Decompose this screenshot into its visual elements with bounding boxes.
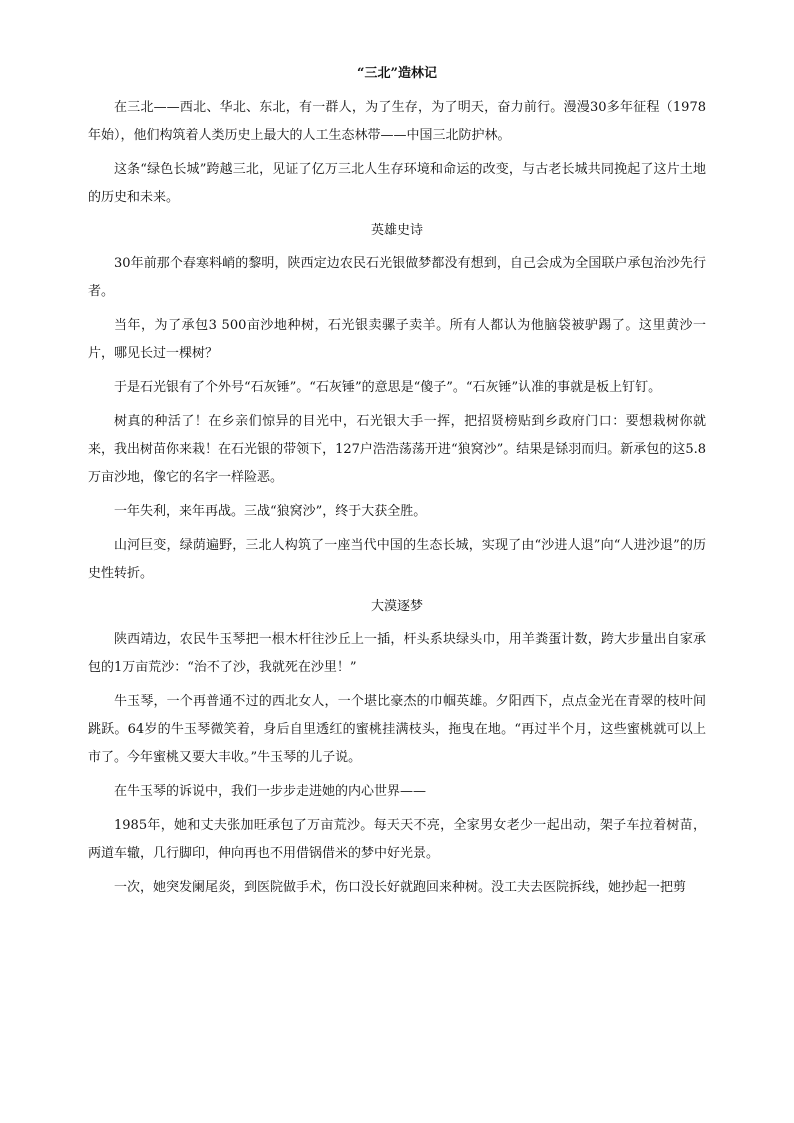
section2-paragraph-1: 陕西靖边，农民牛玉琴把一根木杆往沙丘上一插，杆头系块绿头巾，用羊粪蛋计数，跨大步量出自家承包的1万亩荒沙：“治不了沙，我就死在沙里！” bbox=[88, 632, 706, 675]
section2-paragraph-3: 在牛玉琴的诉说中，我们一步步走进她的内心世界—— bbox=[114, 784, 427, 799]
intro-paragraph-1: 在三北——西北、华北、东北，有一群人，为了生存，为了明天，奋力前行。漫漫30多年征程（1978年始），他们构筑着人类历史上最大的人工生态林带——中国三北防护林。 bbox=[88, 100, 706, 143]
section1-paragraph-3: 于是石光银有了个外号“石灰锤”。“石灰锤”的意思是“傻子”。“石灰锤”认准的事就是板上钉钉。 bbox=[114, 380, 662, 395]
section2-paragraph-2: 牛玉琴，一个再普通不过的西北女人，一个堪比豪杰的巾帼英雄。夕阳西下，点点金光在青翠的枝叶间跳跃。64岁的牛玉琴微笑着，身后自里透红的蜜桃挂满枝头，拖曳在地。“再过半个月，这些蜜桃就可以上市了。今年蜜桃又要大丰收。”牛玉琴的儿子说。 bbox=[88, 694, 706, 765]
section1-paragraph-4: 树真的种活了！在乡亲们惊异的目光中，石光银大手一挥，把招贤榜贴到乡政府门口：要想栽树你就来，我出树苗你来栽！在石光银的带领下，127户浩浩荡荡开进“狼窝沙”。结果是铩羽而归。新承包的这5.8万亩沙地，像它的名字一样险恶。 bbox=[88, 414, 706, 485]
section-heading-heroic-epic: 英雄史诗 bbox=[370, 223, 423, 238]
section1-paragraph-5: 一年失利，来年再战。三战“狼窝沙”，终于大获全胜。 bbox=[114, 504, 427, 519]
document-body bbox=[88, 64, 706, 908]
section1-paragraph-6: 山河巨变，绿荫遍野，三北人构筑了一座当代中国的生态长城，实现了由“沙进人退”向“人进沙退”的历史性转折。 bbox=[88, 538, 706, 581]
section2-paragraph-4: 1985年，她和丈夫张加旺承包了万亩荒沙。每天天不亮，全家男女老少一起出动，架子车拉着树苗，两道车辙，几行脚印，伸向再也不用借锅借米的梦中好光景。 bbox=[88, 818, 706, 861]
section1-paragraph-2: 当年，为了承包3 500亩沙地种树，石光银卖骡子卖羊。所有人都认为他脑袋被驴踢了。这里黄沙一片，哪见长过一棵树？ bbox=[88, 318, 706, 361]
document-title: “三北”造林记 bbox=[357, 66, 437, 81]
section2-paragraph-5: 一次，她突发阑尾炎，到医院做手术，伤口没长好就跑回来种树。没工夫去医院拆线，她抄起一把剪 bbox=[114, 880, 687, 895]
section1-paragraph-1: 30年前那个春寒料峭的黎明，陕西定边农民石光银做梦都没有想到，自己会成为全国联户承包治沙先行者。 bbox=[88, 256, 706, 299]
section-heading-desert-dream: 大漠逐梦 bbox=[370, 599, 423, 614]
intro-paragraph-2: 这条“绿色长城”跨越三北，见证了亿万三北人生存环境和命运的改变，与古老长城共同挽起了这片土地的历史和未来。 bbox=[88, 162, 706, 205]
